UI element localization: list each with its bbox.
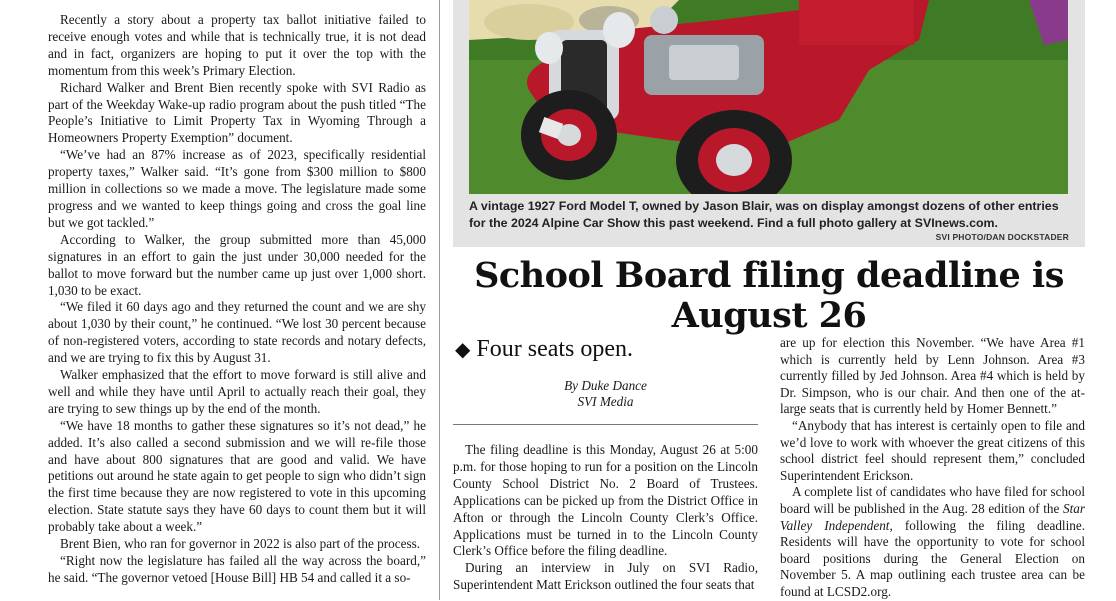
photo-credit: SVI PHOTO/DAN DOCKSTADER — [935, 232, 1069, 242]
article-right-column — [780, 335, 1085, 601]
article-subhead — [455, 336, 633, 363]
diamond-bullet-icon: ◆ — [455, 339, 471, 361]
column-divider — [439, 0, 440, 600]
left-paragraph: “We have 18 months to gather these signatures so it’s not dead,” he added. It’s also called a second submission and we will re-file those and have about 800 signatures that are good and valid. We have petitions out around he state again to get people to sign who didn’t sign the first time because they are now registered to vote in this upcoming election. State statute says they have 60 days to count them but it will probably take about a week.” — [48, 417, 426, 535]
newspaper-name: Star Valley Independent, — [780, 500, 1085, 533]
left-paragraph: “We filed it 60 days ago and they returned the count and we are shy about 1,030 by their count,” he continued. “We lost 30 percent because of non-registered voters, according to state records and notary defects, and we are trying to fix this by August 31. — [48, 299, 426, 366]
left-article-column — [48, 12, 426, 587]
article-paragraph: “Anybody that has interest is certainly open to file and we’d love to work with whoever the great citizens of this school district feel should represent them,” concluded Superintendent Erickson. — [780, 417, 1085, 483]
photo-block — [453, 0, 1085, 247]
left-paragraph: Walker emphasized that the effort to move forward is still alive and well and while they have until April to actually reach their goal, they are trying to sew things up by the end of the month. — [48, 367, 426, 416]
left-paragraph: “We’ve had an 87% increase as of 2023, specifically residential property taxes,” Walker said. “It’s gone from $300 million to $800 million in collections so we made a move. The legislature made some progress and we wanted to keep things going and cross the goal line but we got tackled.” — [48, 147, 426, 230]
article-headline: School Board filing deadline is August 26 — [474, 255, 1064, 336]
byline-author: By Duke Dance — [564, 378, 647, 393]
car-photo — [469, 0, 1068, 194]
list-text-after: following the filing deadline. Residents will have the opportunity to vote for school board positions during the General Election on November 5. A map outlining each trustee area can be found at LCSD2.org. — [780, 517, 1085, 599]
list-text-before: A complete list of candidates who have filed for school board will be published in the Aug. 28 edition of the — [780, 484, 1085, 516]
subhead-text: Four seats open. — [476, 336, 634, 362]
left-paragraph: According to Walker, the group submitted more than 45,000 signatures in an effort to gain the just under 30,000 needed for the ballot to move forward but the number came up just over 1,000 short. 1,030 to be exact. — [48, 231, 426, 298]
byline-rule — [453, 424, 758, 425]
left-paragraph: Recently a story about a property tax ballot initiative failed to receive enough votes and while that is technically true, it is not dead and in fact, organizers are hoping to put it over the top with the momentum from this week’s Primary Election. — [48, 12, 426, 78]
car-photo-illustration — [469, 0, 1068, 194]
article-paragraph: During an interview in July on SVI Radio, Superintendent Matt Erickson outlined the four seats that — [453, 560, 758, 593]
byline-outlet: SVI Media — [577, 394, 634, 409]
article-paragraph: The filing deadline is this Monday, August 26 at 5:00 p.m. for those hoping to run for a position on the Lincoln County School District No. 2 Board of Trustees. Applications can be picked up from the District Office in Afton or through the Lincoln County Clerk’s Office. Applications must be turned in to the Lincoln County Clerk’s Office before the filing deadline. — [453, 442, 758, 559]
byline — [453, 378, 758, 410]
article-middle-column — [453, 442, 758, 594]
left-paragraph: “Right now the legislature has failed all the way across the board,” he said. “The governor vetoed [House Bill] HB 54 and called it a so- — [48, 553, 426, 585]
photo-caption: A vintage 1927 Ford Model T, owned by Jason Blair, was on display amongst dozens of other entries for the 2024 Alpine Car Show this past weekend. Find a full photo gallery at SVInews.com. — [469, 199, 1059, 230]
article-paragraph — [780, 484, 1085, 600]
left-paragraph: Richard Walker and Brent Bien recently spoke with SVI Radio as part of the Weekday Wake-up radio program about the push titled “The People’s Initiative to Limit Property Tax in Wyoming Through a Homeowners Property Exemption” document. — [48, 79, 426, 146]
left-paragraph: Brent Bien, who ran for governor in 2022 is also part of the process. — [60, 536, 421, 552]
article-paragraph-continued: are up for election this November. “We have Area #1 which is currently held by Lenn Johnson. Area #3 currently filled by Jed Johnson. Area #4 which is held by Dr. Simpson, who is our chair. And then one of the at-large seats that is currently held by Homer Bennett.” — [780, 335, 1085, 417]
